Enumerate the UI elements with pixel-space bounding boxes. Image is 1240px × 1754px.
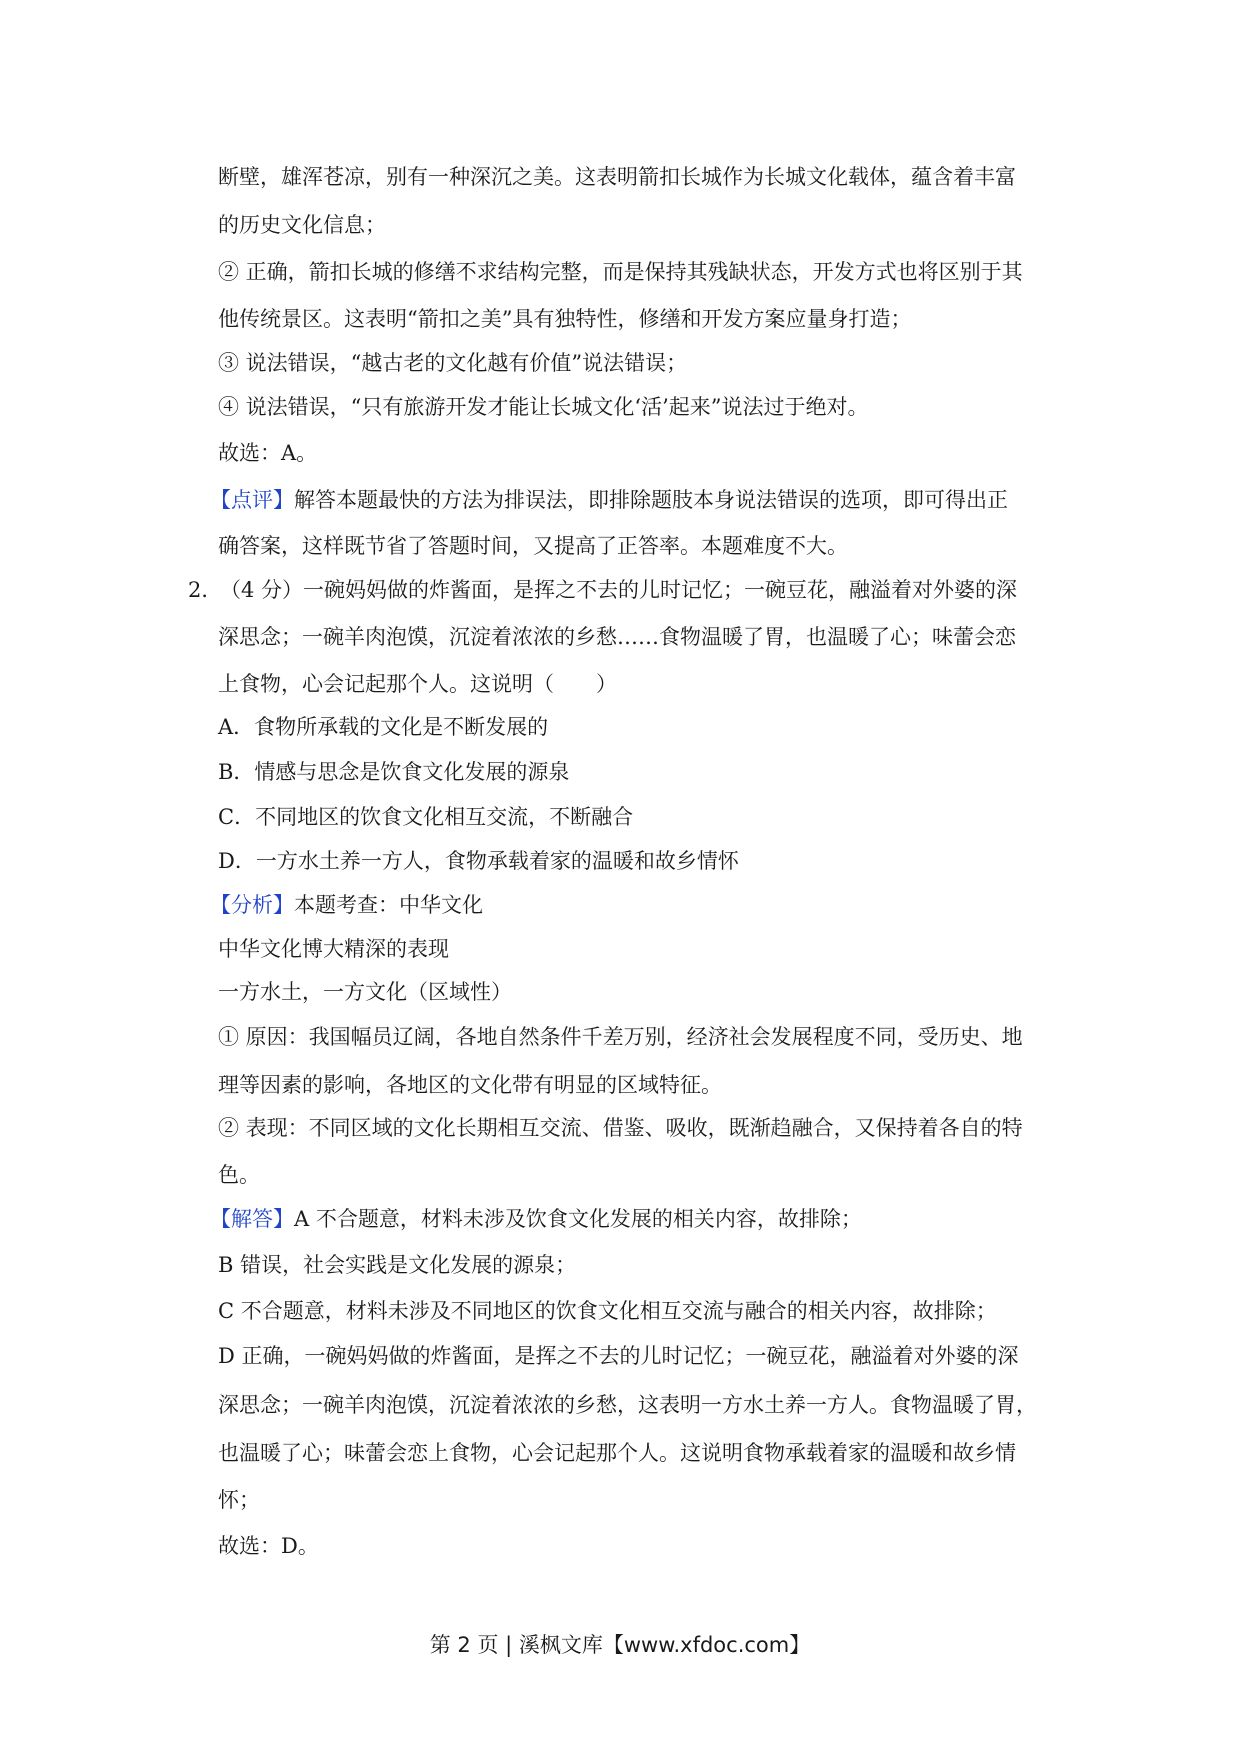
answer-head: A 不合题意，材料未涉及饮食文化发展的相关内容，故排除； [294,1207,862,1231]
q2-stem-line: 深思念；一碗羊肉泡馍，沉淀着浓浓的乡愁……食物温暖了胃，也温暖了心；味蕾会恋 [218,625,1016,649]
answer-final: 故选：D。 [218,1534,319,1558]
answer-line: 也温暖了心；味蕾会恋上食物，心会记起那个人。这说明食物承载着家的温暖和故乡情 [218,1441,1016,1465]
q2-stem-line: （4 分）一碗妈妈做的炸酱面，是挥之不去的儿时记忆；一碗豆花，融溢着对外婆的深 [220,578,1018,602]
analysis-line: 中华文化博大精深的表现 [218,937,449,961]
option-c: C．不同地区的饮食文化相互交流，不断融合 [218,805,634,829]
analysis-line: ② 表现：不同区域的文化长期相互交流、借鉴、吸收，既渐趋融合，又保持着各自的特 [218,1116,1023,1140]
q1-text-line: 的历史文化信息； [218,213,386,237]
review-tag: 【点评】 [210,488,294,512]
q1-text-line: ④ 说法错误，“只有旅游开发才能让长城文化‘活’起来”说法过于绝对。 [218,395,869,419]
q2-answer [210,1204,862,1234]
q1-text-line: ③ 说法错误，“越古老的文化越有价值”说法错误； [218,351,688,375]
analysis-head: 本题考查：中华文化 [294,893,483,917]
analysis-tag: 【分析】 [210,893,294,917]
analysis-line: 色。 [218,1163,260,1187]
q1-review [210,485,1008,515]
answer-tag: 【解答】 [210,1207,294,1231]
analysis-line: 一方水土，一方文化（区域性） [218,980,512,1004]
answer-line: C 不合题意，材料未涉及不同地区的饮食文化相互交流与融合的相关内容，故排除； [218,1299,997,1323]
option-d: D．一方水土养一方人，食物承载着家的温暖和故乡情怀 [218,849,739,873]
q2-stem-line: 上食物，心会记起那个人。这说明（ ） [218,672,617,696]
answer-line: B 错误，社会实践是文化发展的源泉； [218,1253,577,1277]
analysis-line: ① 原因：我国幅员辽阔，各地自然条件千差万别，经济社会发展程度不同，受历史、地 [218,1025,1023,1049]
review-text: 解答本题最快的方法为排误法，即排除题肢本身说法错误的选项，即可得出正 [294,488,1008,512]
q1-review-line: 确答案，这样既节省了答题时间，又提高了正答率。本题难度不大。 [218,534,848,558]
q1-text-line: ② 正确，箭扣长城的修缮不求结构完整，而是保持其残缺状态，开发方式也将区别于其 [218,260,1023,284]
question-number: 2． [188,578,223,602]
q1-text-line: 断壁，雄浑苍凉，别有一种深沉之美。这表明箭扣长城作为长城文化载体，蕴含着丰富 [218,165,1016,189]
answer-line: 怀； [218,1488,260,1512]
answer-line: D 正确，一碗妈妈做的炸酱面，是挥之不去的儿时记忆；一碗豆花，融溢着对外婆的深 [218,1344,1019,1368]
answer-line: 深思念；一碗羊肉泡馍，沉淀着浓浓的乡愁，这表明一方水土养一方人。食物温暖了胃， [218,1393,1037,1417]
q1-text-line: 他传统景区。这表明“箭扣之美”具有独特性，修缮和开发方案应量身打造； [218,307,912,331]
q2-analysis [210,890,483,920]
page-footer: 第 2 页 | 溪枫文库【www.xfdoc.com】 [429,1633,811,1657]
option-a: A．食物所承载的文化是不断发展的 [218,715,549,739]
q1-conclusion: 故选：A。 [218,441,318,465]
analysis-line: 理等因素的影响，各地区的文化带有明显的区域特征。 [218,1073,722,1097]
option-b: B．情感与思念是饮食文化发展的源泉 [218,760,570,784]
